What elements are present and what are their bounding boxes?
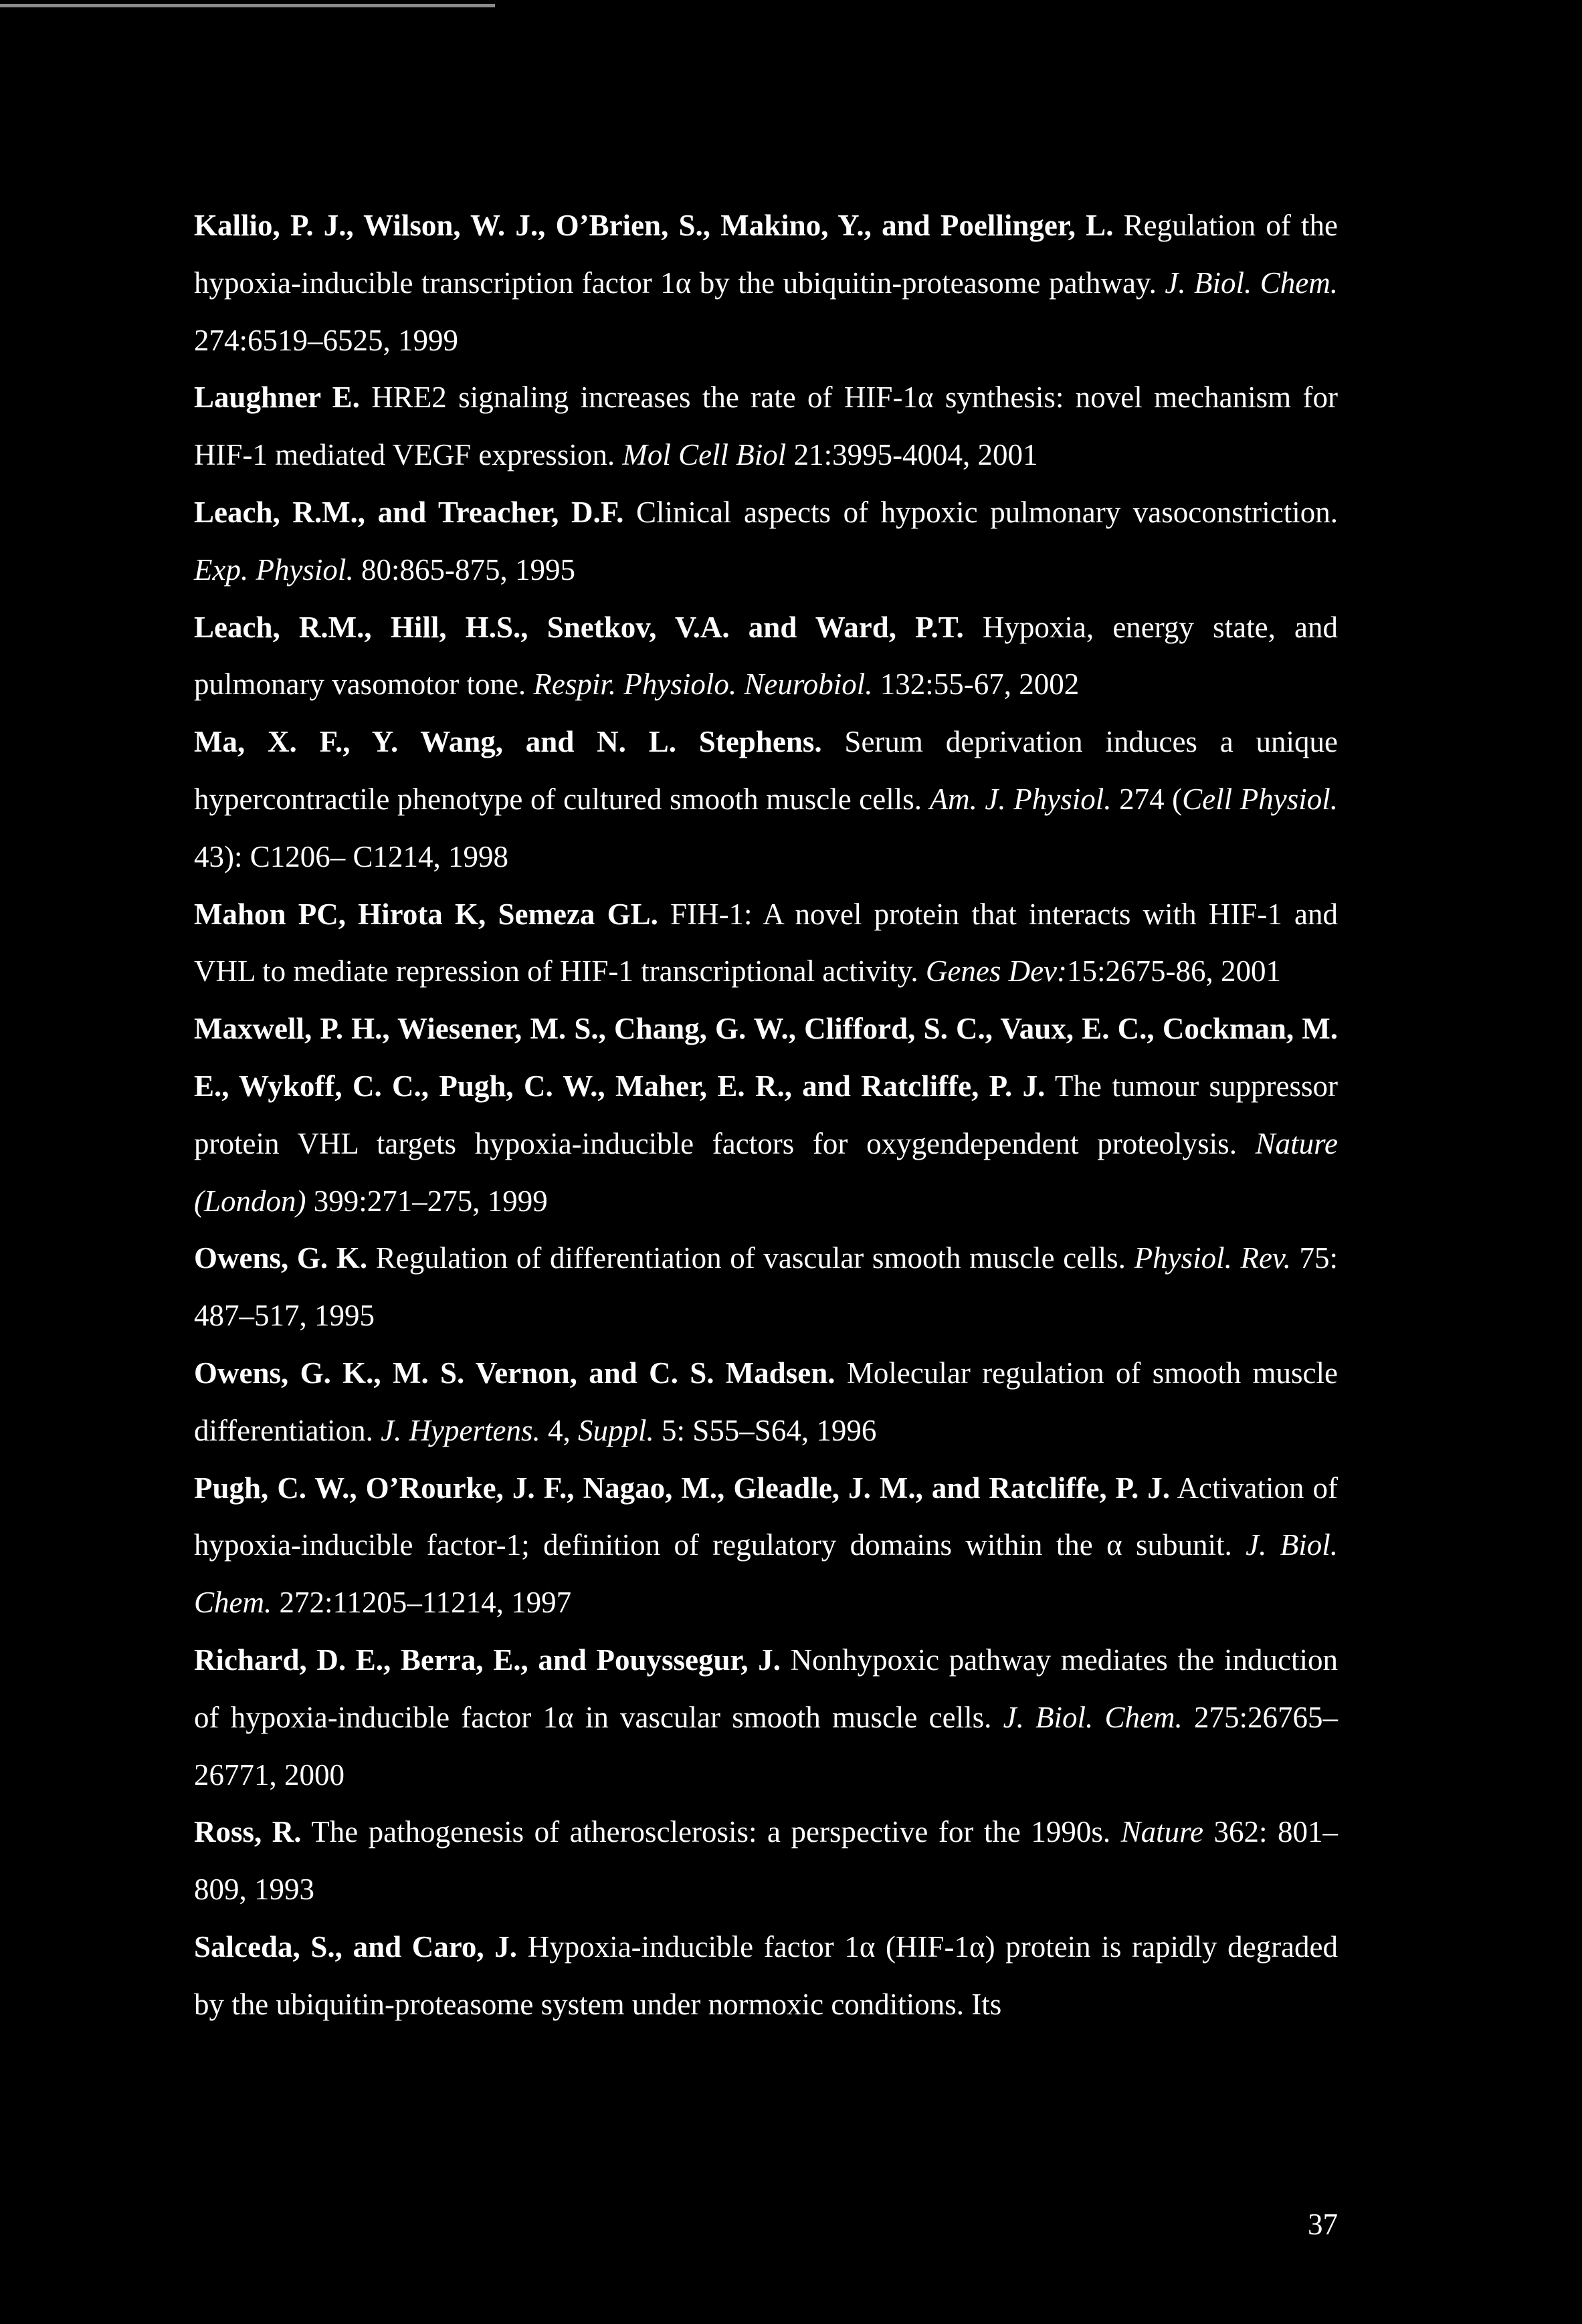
reference-journal: Exp. Physiol. [194, 552, 354, 587]
reference-authors: Laughner E. [194, 381, 360, 415]
reference-journal: J. Biol. Chem. [194, 1528, 1338, 1620]
reference-details: 5: S55–S64, 1996 [654, 1413, 877, 1447]
reference-journal: Respir. Physiolo. Neurobiol. [533, 667, 873, 702]
reference-authors: Leach, R.M., and Treacher, D.F. [194, 495, 624, 529]
reference-entry [194, 714, 1338, 885]
reference-authors: Mahon PC, Hirota K, Semeza GL. [194, 897, 658, 931]
reference-entry [194, 886, 1338, 1001]
reference-journal: Cell Physiol. [1182, 782, 1338, 816]
reference-details: 21:3995-4004, 2001 [786, 438, 1038, 472]
reference-details: 80:865-875, 1995 [353, 552, 575, 587]
reference-details: 274 ( [1111, 782, 1183, 816]
reference-entry [194, 599, 1338, 714]
reference-authors: Ma, X. F., Y. Wang, and N. L. Stephens. [194, 725, 822, 759]
reference-journal: Am. J. Physiol. [929, 782, 1112, 816]
reference-title: Clinical aspects of hypoxic pulmonary vasoconstriction. [623, 495, 1338, 529]
reference-details: 272:11205–11214, 1997 [272, 1586, 572, 1620]
reference-details: 275:26765–26771, 2000 [194, 1700, 1338, 1792]
reference-authors: Ross, R. [194, 1815, 302, 1849]
page-number: 37 [1308, 2208, 1338, 2241]
reference-authors: Owens, G. K., M. S. Vernon, and C. S. Madsen. [194, 1356, 835, 1390]
reference-entry [194, 1919, 1338, 2034]
reference-details: 274:6519–6525, 1999 [194, 323, 459, 357]
reference-entry [194, 1632, 1338, 1804]
reference-entry [194, 1230, 1338, 1345]
reference-authors: Owens, G. K. [194, 1241, 368, 1275]
reference-entry [194, 197, 1338, 369]
reference-entry [194, 484, 1338, 599]
reference-journal: J. Hypertens. [381, 1413, 540, 1447]
reference-title: Nonhypoxic pathway mediates the induction of hypoxia-inducible factor 1α in vascular smooth muscle cells. [194, 1643, 1338, 1734]
reference-journal: Suppl. [578, 1413, 654, 1447]
reference-journal: Physiol. Rev. [1134, 1241, 1291, 1275]
reference-entry [194, 1804, 1338, 1919]
reference-title: HRE2 signaling increases the rate of HIF-1α synthesis: novel mechanism for HIF-1 mediated VEGF expression. [194, 381, 1338, 472]
reference-authors: Richard, D. E., Berra, E., and Pouyssegur, J. [194, 1643, 781, 1677]
reference-title: Regulation of differentiation of vascular smooth muscle cells. [367, 1241, 1134, 1275]
reference-journal: Mol Cell Biol [622, 438, 787, 472]
reference-entry [194, 1000, 1338, 1230]
reference-title: Molecular regulation of smooth muscle differentiation. [194, 1356, 1338, 1447]
reference-entry [194, 1345, 1338, 1460]
reference-journal: Genes Dev: [925, 954, 1068, 988]
reference-title: Hypoxia-inducible factor 1α (HIF-1α) protein is rapidly degraded by the ubiquitin-proteasome system under normoxic conditions. Its [194, 1929, 1338, 2021]
reference-title: Serum deprivation induces a unique hypercontractile phenotype of cultured smooth muscle cells. [194, 725, 1338, 816]
reference-journal: J. Biol. Chem. [1165, 266, 1338, 300]
reference-title: Hypoxia, energy state, and pulmonary vasomotor tone. [194, 610, 1338, 702]
reference-title: Regulation of the hypoxia-inducible transcription factor 1α by the ubiquitin-proteasome pathway. [194, 209, 1339, 300]
reference-entry [194, 369, 1338, 484]
reference-details: 75: 487–517, 1995 [194, 1241, 1338, 1333]
reference-title: FIH-1: A novel protein that interacts with HIF-1 and VHL to mediate repression of HIF-1 transcriptional activity. [194, 897, 1338, 988]
reference-details: 43): C1206– C1214, 1998 [194, 839, 509, 873]
reference-details: 4, [540, 1413, 578, 1447]
reference-title: The tumour suppressor protein VHL targets hypoxia-inducible factors for oxygendependent proteolysis. [194, 1069, 1338, 1160]
reference-authors: Kallio, P. J., Wilson, W. J., O’Brien, S., Makino, Y., and Poellinger, L. [194, 209, 1114, 242]
reference-journal: J. Biol. Chem. [1003, 1700, 1183, 1734]
reference-details: 132:55-67, 2002 [872, 667, 1080, 702]
reference-details: 399:271–275, 1999 [306, 1184, 548, 1218]
scan-edge-rule [0, 4, 495, 7]
reference-entry [194, 1460, 1338, 1632]
reference-title: The pathogenesis of atherosclerosis: a perspective for the 1990s. [301, 1815, 1121, 1849]
reference-list [194, 197, 1338, 2034]
reference-journal: Nature [1120, 1815, 1203, 1849]
reference-authors: Leach, R.M., Hill, H.S., Snetkov, V.A. and Ward, P.T. [194, 610, 964, 644]
reference-authors: Salceda, S., and Caro, J. [194, 1929, 518, 1964]
reference-journal: Nature (London) [194, 1126, 1338, 1218]
reference-authors: Pugh, C. W., O’Rourke, J. F., Nagao, M., Gleadle, J. M., and Ratcliffe, P. J. [194, 1471, 1170, 1505]
reference-title: Activation of hypoxia-inducible factor-1; definition of regulatory domains within the α subunit. [194, 1471, 1338, 1562]
reference-authors: Maxwell, P. H., Wiesener, M. S., Chang, G. W., Clifford, S. C., Vaux, E. C., Cockman, M. E., Wykoff, C. C., Pugh, C. W., Maher, E. R., and Ratcliffe, P. J. [194, 1012, 1338, 1103]
reference-details: 15:2675-86, 2001 [1067, 954, 1282, 988]
reference-details: 362: 801–809, 1993 [194, 1815, 1338, 1907]
